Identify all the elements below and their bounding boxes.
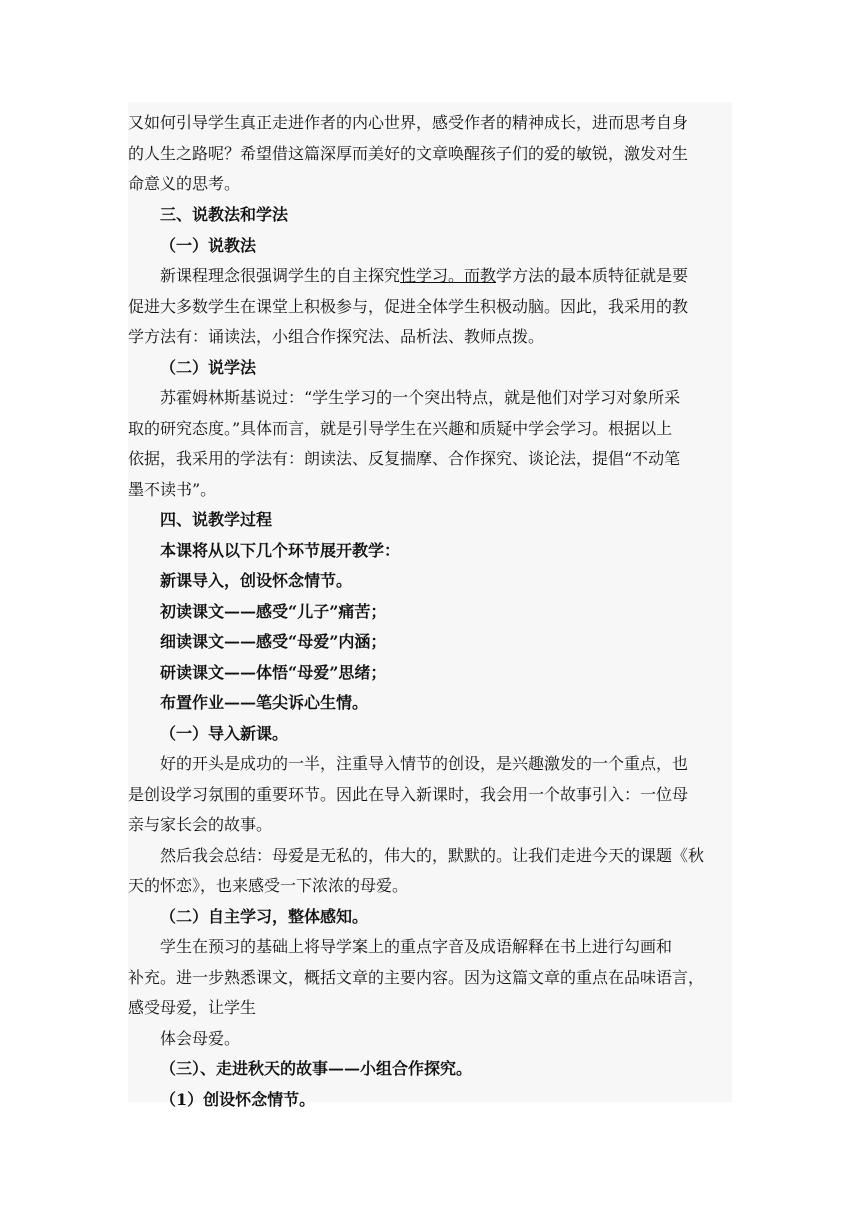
list-item: 本课将从以下几个环节展开教学： <box>160 541 401 560</box>
paragraph-line <box>160 266 688 286</box>
list-item: 细读课文——感受“母爱”内涵； <box>160 632 387 651</box>
paragraph-line: 感受母爱，让学生 <box>128 998 257 1017</box>
paragraph-line: 依据，我采用的学法有：朗读法、反复揣摩、合作探究、谈论法，提倡“不动笔 <box>128 449 681 468</box>
paragraph-line: 苏霍姆林斯基说过：“学生学习的一个突出特点，就是他们对学习对象所采 <box>160 388 681 407</box>
underlined-text: 性学习。而教 <box>400 266 497 285</box>
paragraph-line: 好的开头是成功的一半，注重导入情节的创设，是兴趣激发的一个重点，也 <box>160 754 689 773</box>
paragraph-line: 体会母爱。 <box>160 1029 241 1048</box>
paragraph-line: 是创设学习氛围的重要环节。因此在导入新课时，我会用一个故事引入：一位母 <box>128 785 689 804</box>
paragraph-line: 然后我会总结：母爱是无私的，伟大的，默默的。让我们走进今天的课题《秋 <box>160 846 705 865</box>
section-heading: 三、说教法和学法 <box>160 205 289 224</box>
paragraph-line: 补充。进一步熟悉课文，概括文章的主要内容。因为这篇文章的重点在品味语言， <box>128 968 705 987</box>
paragraph-line: 天的怀恋》，也来感受一下浓浓的母爱。 <box>128 876 409 895</box>
paragraph-line: 的人生之路呢？希望借这篇深厚而美好的文章唤醒孩子们的爱的敏锐，激发对生 <box>128 144 689 163</box>
paragraph-line: 命意义的思考。 <box>128 174 241 193</box>
paragraph-line: 学方法有：诵读法，小组合作探究法、品析法、教师点拨。 <box>128 327 545 346</box>
subsection-heading: （一）导入新课。 <box>160 724 289 743</box>
list-item: 研读课文——体悟“母爱”思绪； <box>160 663 387 682</box>
paragraph-line: 又如何引导学生真正走进作者的内心世界，感受作者的精神成长，进而思考自身 <box>128 113 689 132</box>
paragraph-text: 新课程理念很强调学生的自主探究 <box>160 266 401 285</box>
paragraph-line: 取的研究态度。”具体而言，就是引导学生在兴趣和质疑中学会学习。根据以上 <box>128 419 673 438</box>
list-item: 新课导入，创设怀念情节。 <box>160 571 353 590</box>
paragraph-text: 学方法的最本质特征就是要 <box>496 266 689 285</box>
paragraph-line: 墨不读书”。 <box>128 480 217 499</box>
paragraph-line: 亲与家长会的故事。 <box>128 815 273 834</box>
paragraph-line: 学生在预习的基础上将导学案上的重点字音及成语解释在书上进行勾画和 <box>160 937 673 956</box>
subsection-heading: （二）说学法 <box>160 358 257 377</box>
subsection-heading: （三）、走进秋天的故事——小组合作探究。 <box>160 1059 473 1078</box>
paragraph-line: 促进大多数学生在课堂上积极参与，促进全体学生积极动脑。因此，我采用的教 <box>128 297 689 316</box>
section-heading: 四、说教学过程 <box>160 510 273 529</box>
list-item: 布置作业——笔尖诉心生情。 <box>160 693 369 712</box>
list-item: 初读课文——感受“儿子”痛苦； <box>160 602 387 621</box>
subsection-heading: （一）说教法 <box>160 236 257 255</box>
subsection-heading: （二）自主学习，整体感知。 <box>160 907 369 926</box>
subsection-heading: （1）创设怀念情节。 <box>160 1090 316 1109</box>
